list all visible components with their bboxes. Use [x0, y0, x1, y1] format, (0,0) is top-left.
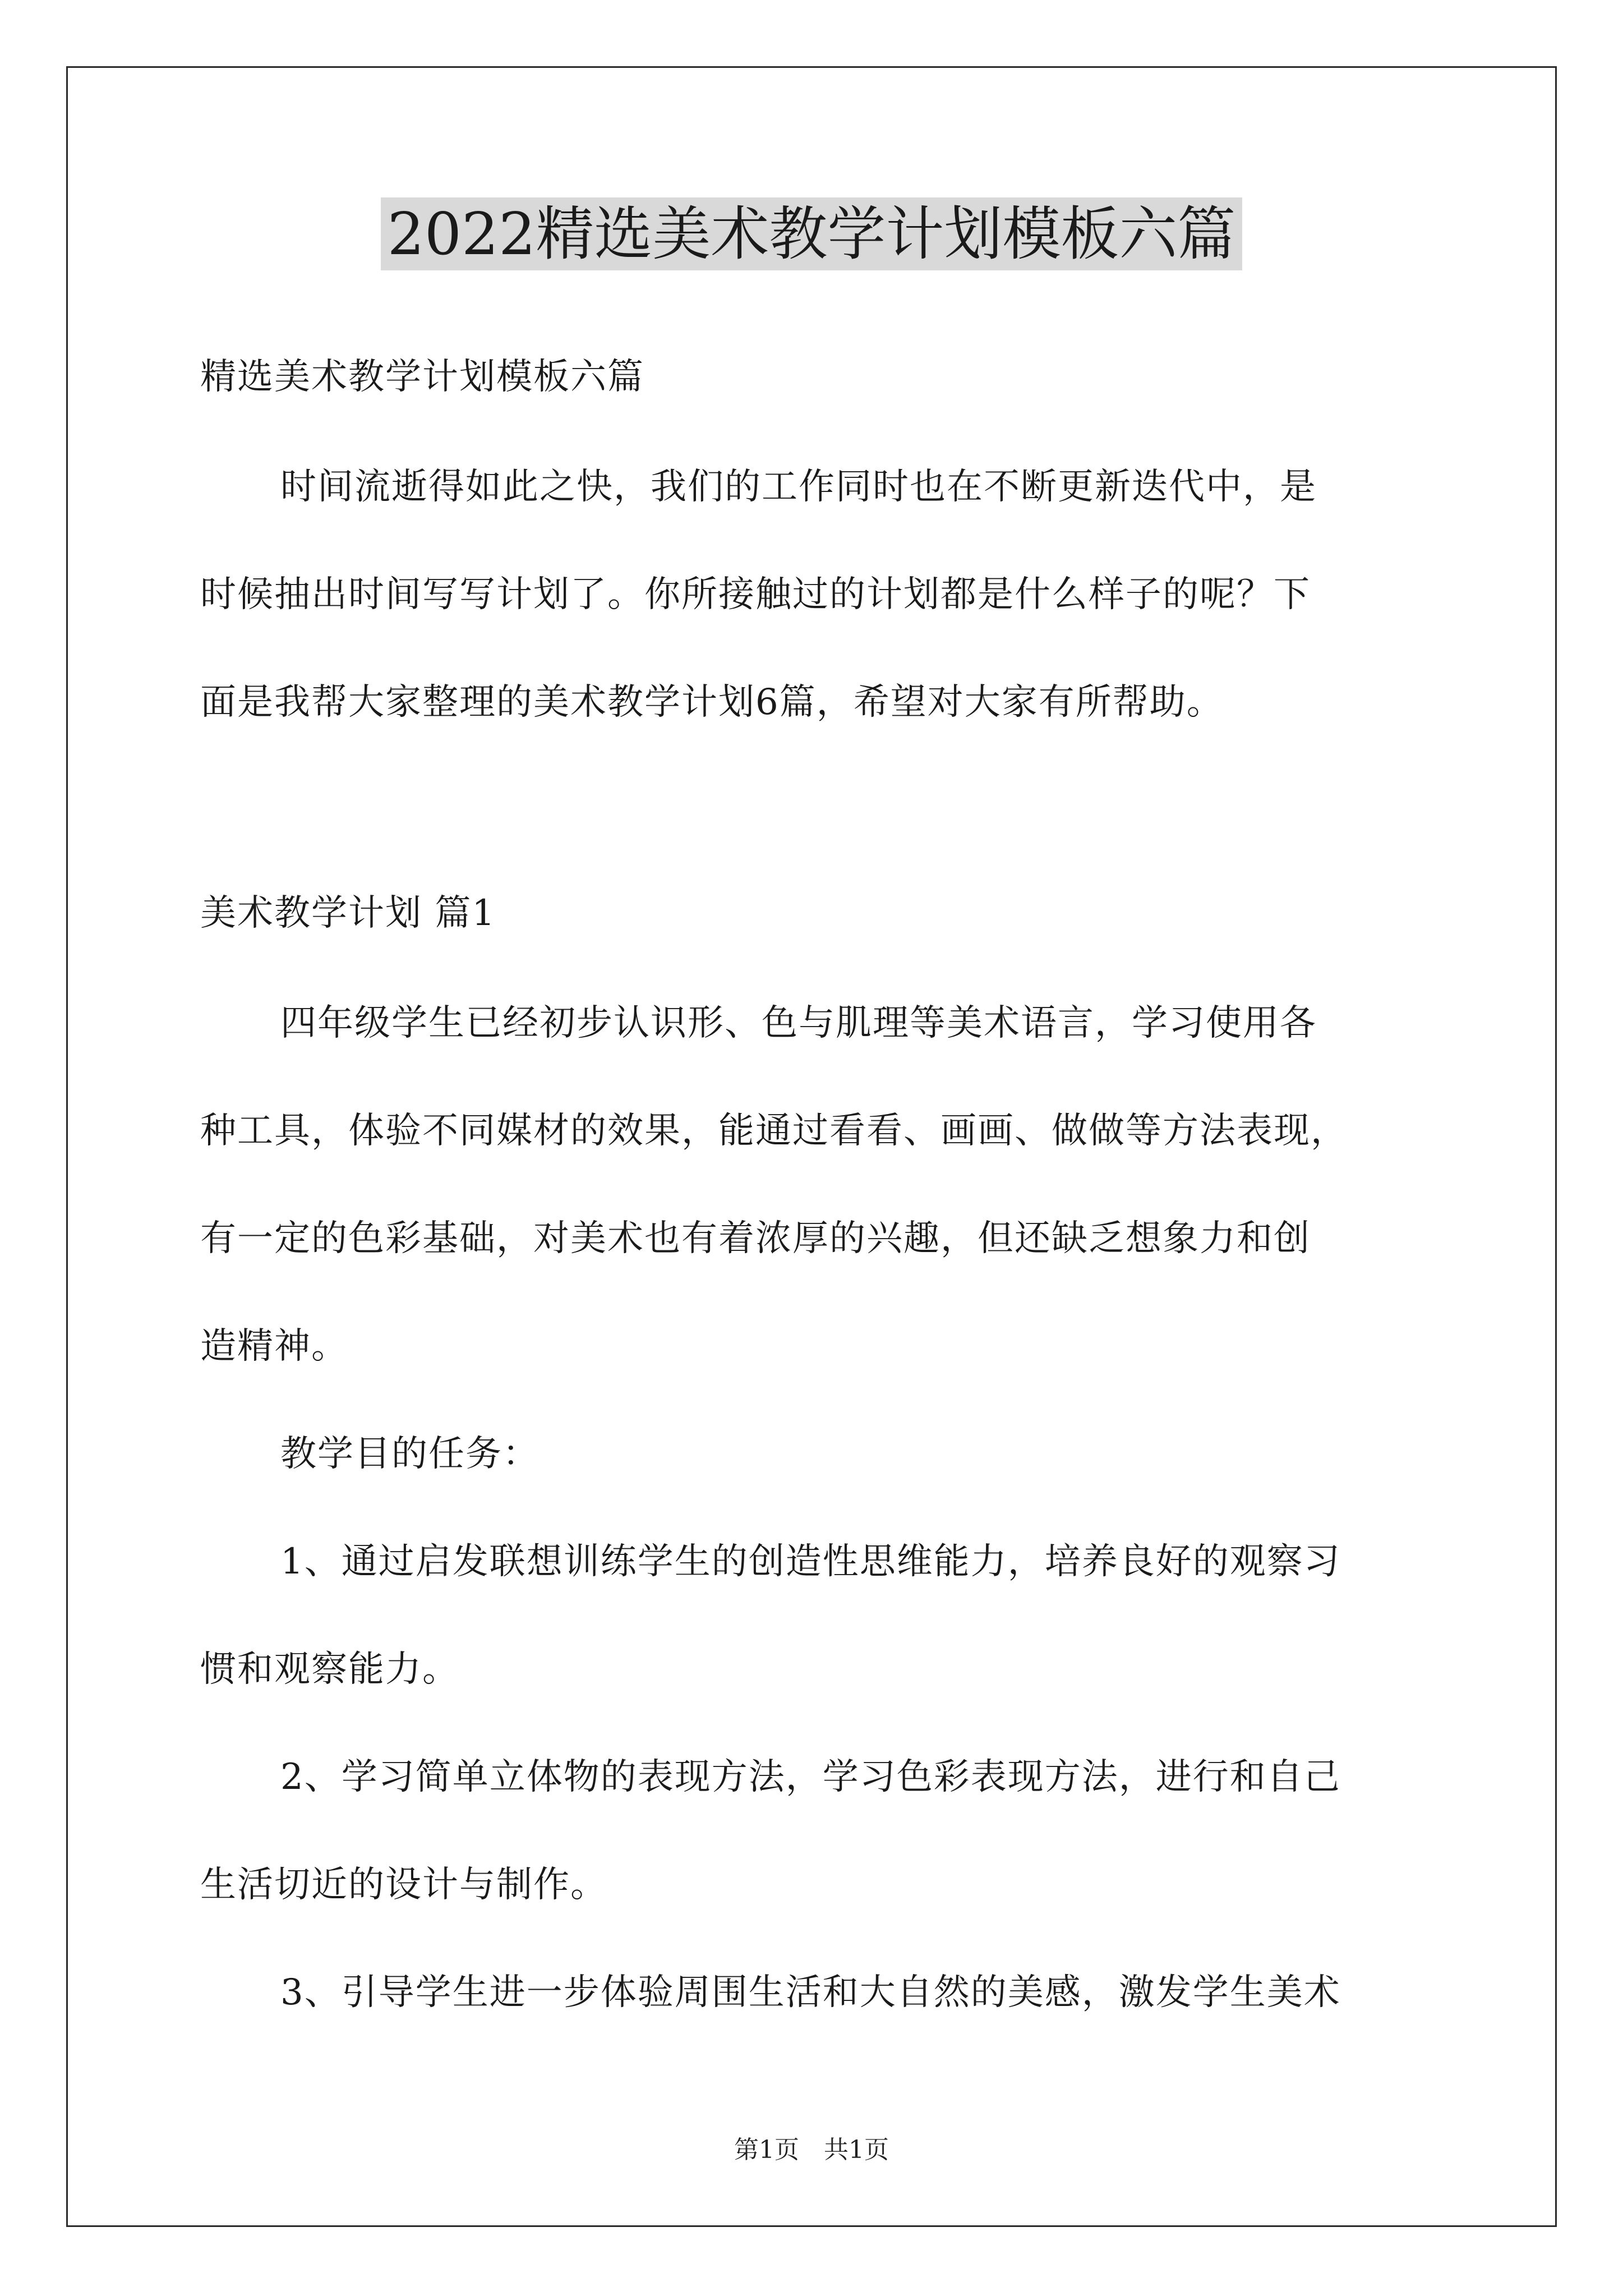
paragraph-line-2: 种工具，体验不同媒材的效果，能通过看看、画画、做做等方法表现，: [200, 1110, 1348, 1152]
paragraph-line-4: 造精神。: [200, 1326, 348, 1367]
subtitle: 精选美术教学计划模板六篇: [200, 356, 644, 398]
goal-item-1-line-1: 1、通过启发联想训练学生的创造性思维能力，培养良好的观察习: [280, 1541, 1341, 1582]
paragraph-line-1: 四年级学生已经初步认识形、色与肌理等美术语言，学习使用各: [280, 1002, 1317, 1044]
goals-heading: 教学目的任务：: [280, 1433, 540, 1475]
goal-item-1-line-2: 惯和观察能力。: [200, 1649, 459, 1690]
page-footer: 第1页 共1页: [734, 2136, 889, 2164]
intro-line-3: 面是我帮大家整理的美术教学计划6篇，希望对大家有所帮助。: [200, 682, 1224, 723]
goal-item-2-line-1: 2、学习简单立体物的表现方法，学习色彩表现方法，进行和自己: [280, 1756, 1341, 1798]
intro-line-2: 时候抽出时间写写计划了。你所接触过的计划都是什么样子的呢？下: [200, 574, 1311, 615]
paragraph-line-3: 有一定的色彩基础，对美术也有着浓厚的兴趣，但还缺乏想象力和创: [200, 1218, 1311, 1259]
goal-item-2-line-2: 生活切近的设计与制作。: [200, 1864, 607, 1906]
goal-item-3-line-1: 3、引导学生进一步体验周围生活和大自然的美感，激发学生美术: [280, 1972, 1341, 2013]
intro-line-1: 时间流逝得如此之快，我们的工作同时也在不断更新迭代中，是: [280, 466, 1317, 508]
document-title: [0, 197, 1623, 270]
document-title-text: 2022精选美术教学计划模板六篇: [381, 197, 1243, 270]
section-heading: 美术教学计划 篇1: [200, 892, 496, 934]
